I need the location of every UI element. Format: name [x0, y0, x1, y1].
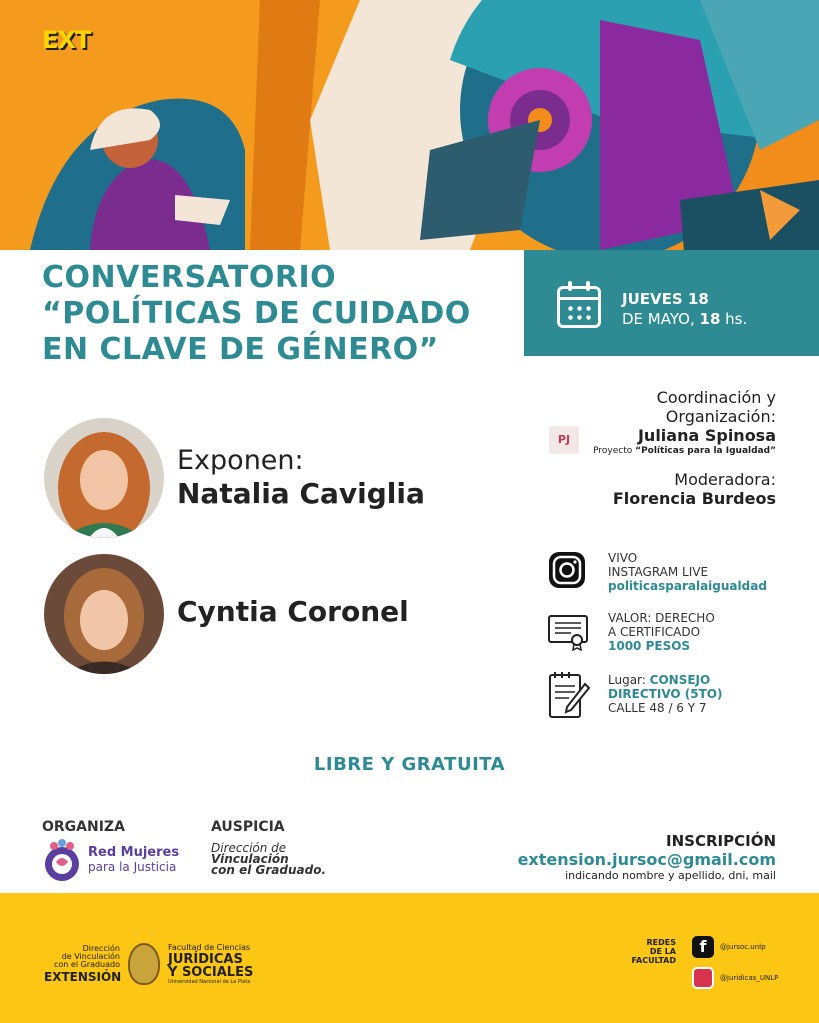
- facebook-icon: f: [692, 936, 714, 958]
- red-mujeres-logo: [42, 838, 82, 882]
- auspicia-sponsor: Dirección de Vinculación con el Graduado.: [211, 841, 326, 877]
- certificate-icon: [547, 613, 589, 651]
- facebook-link[interactable]: f @jursoc.unlp: [692, 936, 782, 958]
- speaker1-photo: [44, 418, 164, 538]
- free-entry-label: LIBRE Y GRATUITA: [313, 754, 506, 775]
- extension-logo: Dirección de Vinculación con el Graduado EXTENSIÓN: [44, 944, 122, 984]
- instagram-link[interactable]: @juridicas_UNLP: [692, 967, 782, 989]
- coordinator-name: Juliana Spinosa: [637, 426, 776, 445]
- auspicia-label: AUSPICIA: [211, 819, 285, 835]
- university-seal-icon: [128, 943, 160, 985]
- project-line: Proyecto “Políticas para la Igualdad”: [593, 446, 776, 456]
- value-info: VALOR: DERECHO A CERTIFICADO 1000 PESOS: [608, 611, 715, 653]
- title-line-3: EN CLAVE DE GÉNERO”: [42, 332, 439, 367]
- coord-label-1: Coordinación y: [656, 388, 776, 407]
- coord-label-2: Organización:: [665, 407, 776, 426]
- speaker1-name: Natalia Caviglia: [177, 477, 425, 510]
- exponen-label: Exponen:: [177, 445, 304, 476]
- notepad-pen-icon: [547, 670, 591, 720]
- moderator-label: Moderadora:: [674, 470, 776, 489]
- instagram-footer-icon: [692, 967, 714, 989]
- instagram-account[interactable]: politicasparalaigualdad: [608, 579, 767, 593]
- ext-logo: EXT: [42, 26, 91, 54]
- registration-note: indicando nombre y apellido, dni, mail: [565, 869, 776, 882]
- red-mujeres-text: Red Mujeres para la Justicia: [88, 845, 180, 874]
- date-month-time: DE MAYO, 18 hs.: [622, 310, 748, 328]
- project-logo: PJ: [549, 426, 579, 454]
- social-label: REDES DE LA FACULTAD: [631, 938, 676, 965]
- registration: [518, 832, 776, 882]
- instagram-icon: [547, 550, 587, 590]
- live-info: VIVO INSTAGRAM LIVE politicasparalaigualdad: [608, 551, 767, 593]
- organiza-label: ORGANIZA: [42, 819, 125, 835]
- title-line-2: “POLÍTICAS DE CUIDADO: [42, 296, 471, 331]
- coordination: [593, 388, 776, 457]
- moderator-name: Florencia Burdeos: [612, 489, 776, 508]
- speaker2-photo: [44, 554, 164, 674]
- date-day: JUEVES 18: [622, 290, 709, 308]
- calendar-icon: [557, 286, 601, 328]
- registration-email[interactable]: extension.jursoc@gmail.com: [517, 850, 776, 869]
- title-line-1: CONVERSATORIO: [42, 260, 337, 295]
- event-title: [0, 250, 524, 380]
- speaker2-name: Cyntia Coronel: [177, 595, 409, 628]
- registration-label: INSCRIPCIÓN: [666, 832, 776, 850]
- moderator: [613, 470, 776, 508]
- faculty-logo: Facultad de Ciencias JURÍDICAS Y SOCIALES Universidad Nacional de La Plata: [168, 943, 254, 985]
- footer: [0, 893, 819, 1023]
- place-info: Lugar: CONSEJO DIRECTIVO (5TO) CALLE 48 / 6 Y 7: [608, 673, 723, 715]
- date-box: [524, 250, 819, 356]
